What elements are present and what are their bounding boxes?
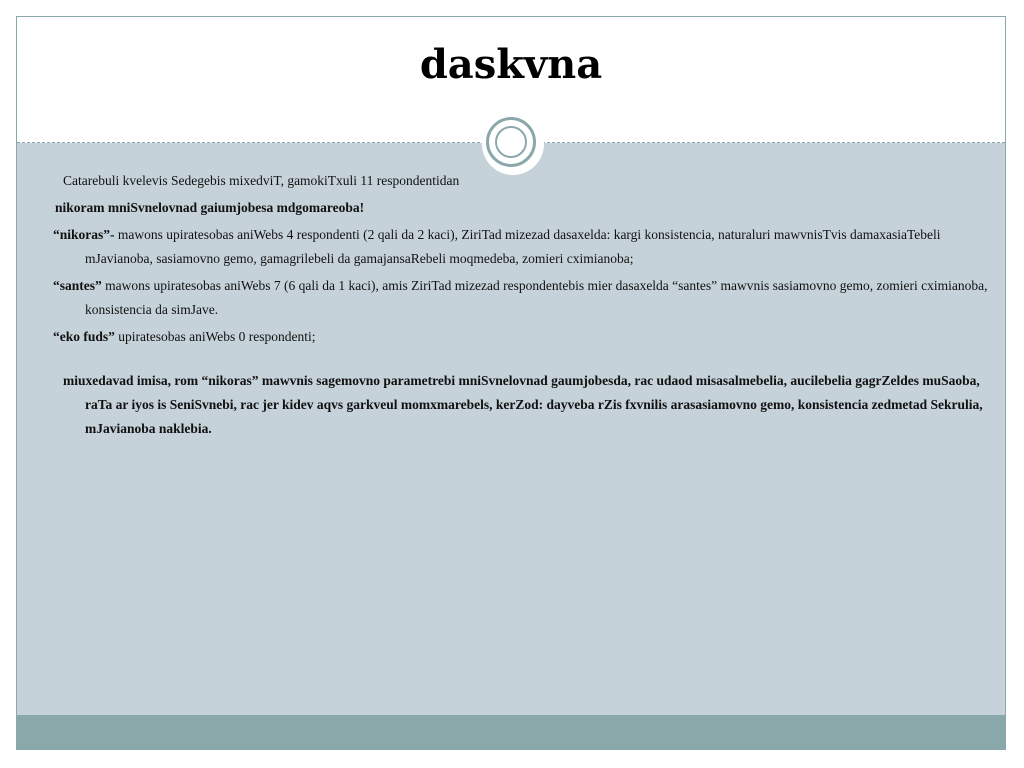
spacer [53, 349, 993, 369]
conclusion-text: miuxedavad imisa, rom “nikoras” mawvnis sagemovno parametrebi mniSvnelovnad gaumjobesda, rac udaod misasalmebelia, aucilebelia gagrZeldes muSaoba, raTa ar iyos is SeniSvnebi, rac jer kidev aqvs garkveul momxmarebels, kerZod: dayveba rZis fxvnilis arasasiamovno gemo, konsistencia zedmetad Sekrulia, mJavianoba naklebia. [63, 373, 983, 436]
item-text: mawons upiratesobas aniWebs 4 respondenti (2 qali da 2 kaci), ZiriTad mizezad dasaxelda: kargi konsistencia, naturaluri mawvnisTvis damaxasiaTebeli mJavianoba, sasiamovno gemo, gamagrilebeli da gamajansaRebeli moqmedeba, zomieri cximianoba; [85, 227, 941, 266]
slide [16, 16, 1006, 750]
circle-ornament-inner-icon [495, 126, 527, 158]
item-label: “santes” [53, 278, 102, 293]
list-item [53, 223, 993, 271]
slide-body [53, 169, 993, 441]
list-item [53, 325, 993, 349]
body-heading: nikoram mniSvnelovnad gaiumjobesa mdgomareoba! [55, 200, 365, 215]
intro-text: Catarebuli kvelevis Sedegebis mixedviT, gamokiTxuli 11 respondentidan [63, 173, 460, 188]
footer-band [17, 715, 1005, 749]
item-text: upiratesobas aniWebs 0 respondenti; [114, 329, 316, 344]
list-item [53, 274, 993, 322]
item-label: “eko fuds” [53, 329, 115, 344]
item-text: mawons upiratesobas aniWebs 7 (6 qali da 1 kaci), amis ZiriTad mizezad respondentebis mier dasaxelda “santes” mawvnis sasiamovno gemo, zomieri cximianoba, konsistencia da simJave. [85, 278, 988, 317]
item-label: “nikoras”- [53, 227, 115, 242]
circle-ornament-icon [486, 117, 536, 167]
slide-title: daskvna [419, 41, 603, 88]
